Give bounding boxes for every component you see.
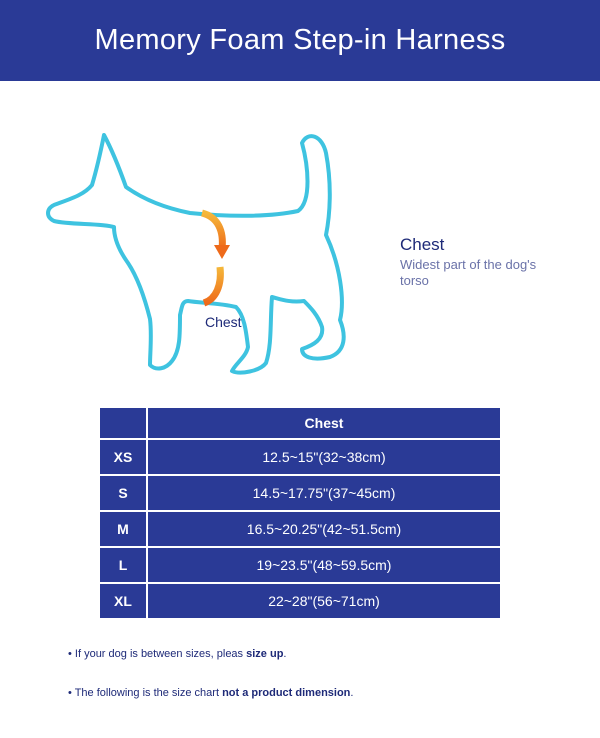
dog-outline-illustration <box>40 125 360 390</box>
table-row <box>99 547 501 583</box>
table-row <box>99 583 501 619</box>
note-size-up <box>68 648 286 660</box>
size-cell: XL <box>99 583 147 619</box>
chest-cell: 16.5~20.25"(42~51.5cm) <box>147 511 501 547</box>
chest-callout <box>400 235 540 289</box>
page-title: Memory Foam Step-in Harness <box>94 24 506 56</box>
table-row <box>99 475 501 511</box>
note-suffix: . <box>350 687 354 699</box>
note-bold: not a product dimension <box>222 687 351 699</box>
table-header-row <box>99 407 501 439</box>
size-chart-table <box>98 406 502 620</box>
figure-chest-label: Chest <box>205 314 242 330</box>
note-suffix: . <box>283 648 287 660</box>
note-not-product-dimension <box>68 687 353 699</box>
table-row <box>99 511 501 547</box>
chest-cell: 19~23.5"(48~59.5cm) <box>147 547 501 583</box>
note-bold: size up <box>246 648 284 660</box>
chest-cell: 12.5~15"(32~38cm) <box>147 439 501 475</box>
table-corner-cell <box>99 407 147 439</box>
table-row <box>99 439 501 475</box>
chest-arrow-bottom <box>204 267 220 303</box>
size-cell: S <box>99 475 147 511</box>
chest-cell: 22~28"(56~71cm) <box>147 583 501 619</box>
page-header <box>0 0 600 81</box>
chest-cell: 14.5~17.75"(37~45cm) <box>147 475 501 511</box>
note-text: • If your dog is between sizes, pleas <box>68 648 247 660</box>
table-header-chest: Chest <box>147 407 501 439</box>
chest-arrow-head <box>214 245 230 259</box>
size-cell: M <box>99 511 147 547</box>
callout-title: Chest <box>400 235 445 254</box>
note-text: • The following is the size chart <box>68 687 223 699</box>
size-cell: L <box>99 547 147 583</box>
chest-arrow-top <box>202 213 222 249</box>
size-cell: XS <box>99 439 147 475</box>
callout-description: Widest part of the dog's torso <box>400 257 537 288</box>
dog-body-outline <box>48 135 344 373</box>
